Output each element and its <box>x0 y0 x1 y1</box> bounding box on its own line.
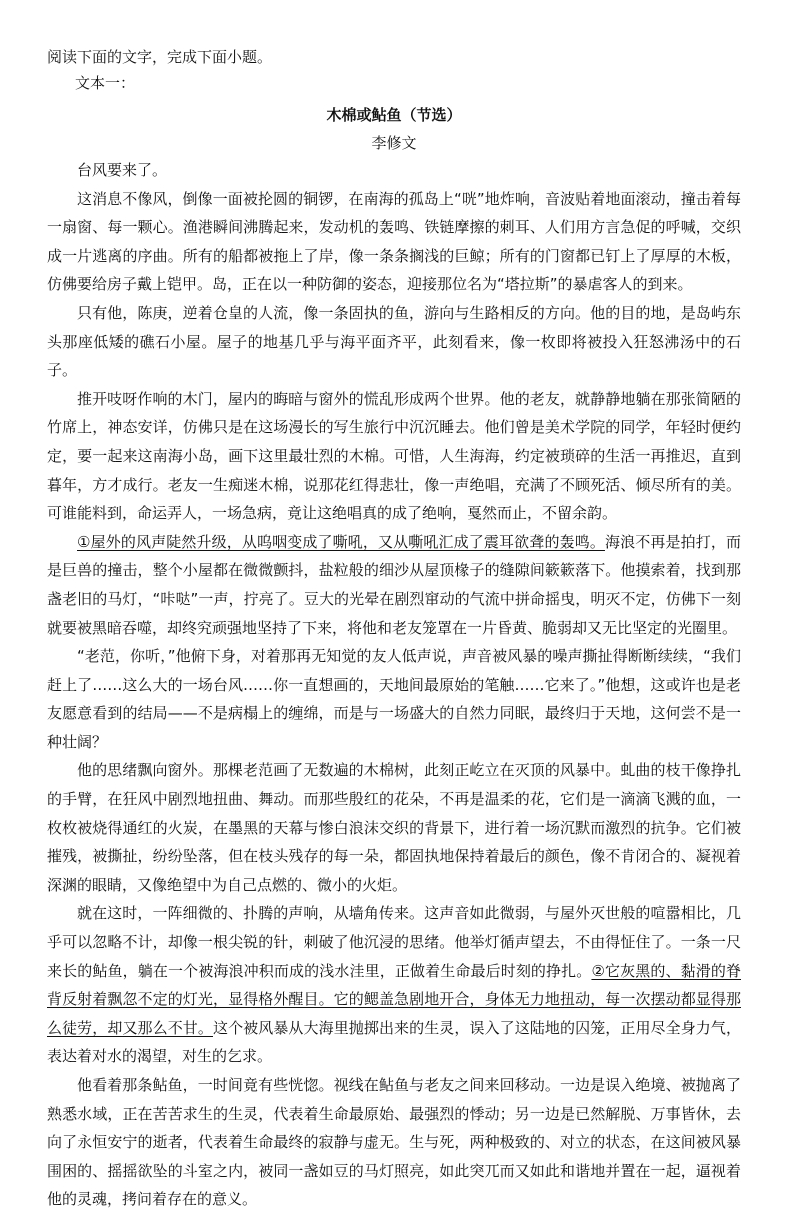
article-author: 李修文 <box>371 134 417 152</box>
paragraph-8 <box>47 899 741 1071</box>
paragraph-5 <box>47 528 741 642</box>
paragraph-8-tail: 这个被风暴从大海里抛掷出来的生灵，误入了这陆地的囚笼，正用尽全身力气，表达着对水的渴望，对生的乞求。 <box>47 1018 741 1066</box>
paragraph-7: 他的思绪飘向窗外。那棵老范画了无数遍的木棉树，此刻正屹立在灭顶的风暴中。虬曲的枝干像挣扎的手臂，在狂风中剧烈地扭曲、舞动。而那些殷红的花朵，不再是温柔的花，它们是一滴滴飞溅的血，一枚枚被烧得通红的火炭，在墨黑的天幕与惨白浪沫交织的背景下，进行着一场沉默而激烈的抗争。它们被摧残，被撕扯，纷纷坠落，但在枝头残存的每一朵，都固执地保持着最后的颜色，像不肯闭合的、凝视着深渊的眼睛，又像绝望中为自己点燃的、微小的火炬。 <box>47 761 741 894</box>
underlined-sentence-1: ①屋外的风声陡然升级，从呜咽变成了嘶吼，又从嘶吼汇成了震耳欲聋的轰鸣。 <box>77 532 605 551</box>
paragraph-6: “老范，你听，”他俯下身，对着那再无知觉的友人低声说，声音被风暴的噪声撕扯得断断续续，“我们赶上了……这么大的一场台风……你一直想画的，天地间最原始的笔触……它来了。”他想，这或许也是老友愿意看到的结局——不是病榻上的缠绵，而是与一场盛大的自然力同眠，最终归于天地，这何尝不是一种壮阔？ <box>47 647 741 751</box>
document-page <box>47 44 741 1214</box>
underlined-sentence-2: ②它灰黑的、黏滑的脊背反射着飘忽不定的灯光，显得格外醒目。它的鳃盖急剧地开合，身体无力地扭动，每一次摆动都显得那么徒劳，却又那么不甘。 <box>47 961 741 1037</box>
paragraph-1: 台风要来了。 <box>77 161 168 179</box>
instruction-text: 阅读下面的文字，完成下面小题。 <box>47 48 273 66</box>
paragraph-4: 推开吱呀作响的木门，屋内的晦暗与窗外的慌乱形成两个世界。他的老友，就静静地躺在那张简陋的竹席上，神态安详，仿佛只是在这场漫长的写生旅行中沉沉睡去。他们曾是美术学院的同学，年轻时便约定，要一起来这南海小岛，画下这里最壮烈的木棉。可惜，人生海海，约定被琐碎的生活一再推迟，直到暮年，方才成行。老友一生痴迷木棉，说那花红得悲壮，像一声绝唱，充满了不顾死活、倾尽所有的美。可谁能料到，命运弄人，一场急病，竟让这绝唱真的成了绝响，戛然而止，不留余韵。 <box>47 389 741 523</box>
paragraph-5-text: 海浪不再是拍打，而是巨兽的撞击，整个小屋都在微微颤抖，盐粒般的细沙从屋顶椽子的缝隙间簌簌落下。他摸索着，找到那盏老旧的马灯，“咔哒”一声，拧亮了。豆大的光晕在剧烈窜动的气流中拼命摇曳，明灭不定，仿佛下一刻就要被黑暗吞噬，却终究顽强地坚持了下来，将他和老友笼罩在一片昏黄、脆弱却又无比坚定的光圈里。 <box>47 532 741 637</box>
article-title: 木棉或鲇鱼（节选） <box>326 106 462 124</box>
paragraph-3: 只有他，陈庚，逆着仓皇的人流，像一条固执的鱼，游向与生路相反的方向。他的目的地，是岛屿东头那座低矮的礁石小屋。屋子的地基几乎与海平面齐平，此刻看来，像一枚即将被投入狂怒沸汤中的石子。 <box>47 303 741 380</box>
paragraph-2: 这消息不像风，倒像一面被抡圆的铜锣，在南海的孤岛上“咣”地炸响，音波贴着地面滚动，撞击着每一扇窗、每一颗心。渔港瞬间沸腾起来，发动机的轰鸣、铁链摩擦的刺耳、人们用方言急促的呼喊，交织成一片逃离的序曲。所有的船都被拖上了岸，像一条条搁浅的巨鲸；所有的门窗都已钉上了厚厚的木板，仿佛要给房子戴上铠甲。岛，正在以一种防御的姿态，迎接那位名为“塔拉斯”的暴虐客人的到来。 <box>47 189 741 294</box>
paragraph-8-text: 就在这时，一阵细微的、扑腾的声响，从墙角传来。这声音如此微弱，与屋外灭世般的喧嚣相比，几乎可以忽略不计，却像一根尖锐的针，刺破了他沉浸的思绪。他举灯循声望去，不由得怔住了。一条一尺来长的鲇鱼，躺在一个被海浪冲积而成的浅水洼里，正做着生命最后时刻的挣扎。 <box>47 904 741 980</box>
paragraph-9: 他看着那条鲇鱼，一时间竟有些恍惚。视线在鲇鱼与老友之间来回移动。一边是误入绝境、被抛离了熟悉水域，正在苦苦求生的生灵，代表着生命最原始、最强烈的悸动；另一边是已然解脱、万事皆休，去向了永恒安宁的逝者，代表着生命最终的寂静与虚无。生与死，两种极致的、对立的状态，在这间被风暴围困的、摇摇欲坠的斗室之内，被同一盏如豆的马灯照亮，如此突兀而又如此和谐地并置在一起，逼视着他的灵魂，拷问着存在的意义。 <box>47 1076 741 1209</box>
text-label: 文本一： <box>75 74 136 92</box>
